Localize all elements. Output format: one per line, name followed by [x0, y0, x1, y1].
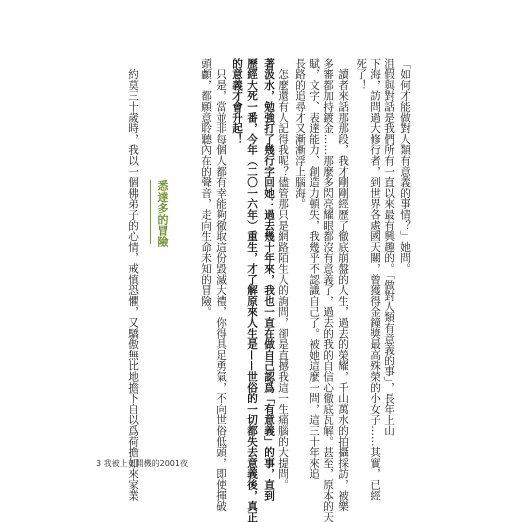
section-heading-underline — [150, 180, 151, 244]
page-footer: 3 我被上天開機的2001夜 — [96, 459, 188, 468]
paragraph-line-bold: 的意義才會升起！ — [231, 58, 243, 145]
paragraph-line: 死了！ — [355, 58, 367, 91]
paragraph-line: 下海，訪問過大修行者，到世界各處國天關，曾獲得金鐘獎最高殊榮的小女子……其實，已經 — [369, 58, 381, 501]
paragraph-line-bold: 著汲水，勉強打了幾行字回她：過去幾十年來，我也一直在做自己認爲「有意義」的事，直到 — [263, 58, 275, 501]
paragraph-line-bold: 歷經大死一番，今年（二〇一六年）重生，才了解原來人生是——世俗的一切都失去意義後，真正 — [246, 58, 258, 522]
paragraph-line: 頭顱，都願意聆聽內在的聲音，走向生命未知的冒險。 — [200, 58, 212, 318]
paragraph-line: 長路的追尋才又漸漸浮上腦海。 — [294, 58, 306, 210]
paragraph-line: 「如何才能做對人類有意義的事情？」她問。 — [399, 58, 411, 274]
paragraph-line: 怎麼還有人記得我呢？儘管那只是網路陌生人的詢問，卻是直撼我這一生痛腦的大提問。 — [277, 58, 289, 490]
paragraph-line: 多審都加持鍍金……那麼多閃亮耀眼都沒有意義了，過去的我的自信心徹底瓦解。甚至，原本的天 — [322, 58, 334, 522]
paragraph-line: 沮假與對話是我們所有一直以來最有興趣的。「做對人類有意義的事」，長年上山 — [383, 58, 395, 437]
paragraph-line: 只是，當並非每個人都有幸能夠徹取這份毀滅大禮，你得具足勇氣，不向世俗低頭，即使揮破 — [215, 58, 227, 512]
paragraph-line: 賦，文字、表達能力、創造力頓失，我幾乎不認識自己了。被她這麼一問，這三十年來追 — [308, 58, 320, 480]
paragraph-line: 約莫三十歲時，我以一個佛弟子的心情，戒慎恐懼，又驕傲無比地擔下自以爲荷擔如來家業 — [127, 58, 139, 501]
section-heading: 悉達多的冒險 — [156, 180, 169, 248]
paragraph-line: 讀者來話那那段，我才剛剛經歷了徹底崩盤的人生，過去的榮耀，千山萬水的拍攝採訪，被樂 — [337, 58, 349, 512]
